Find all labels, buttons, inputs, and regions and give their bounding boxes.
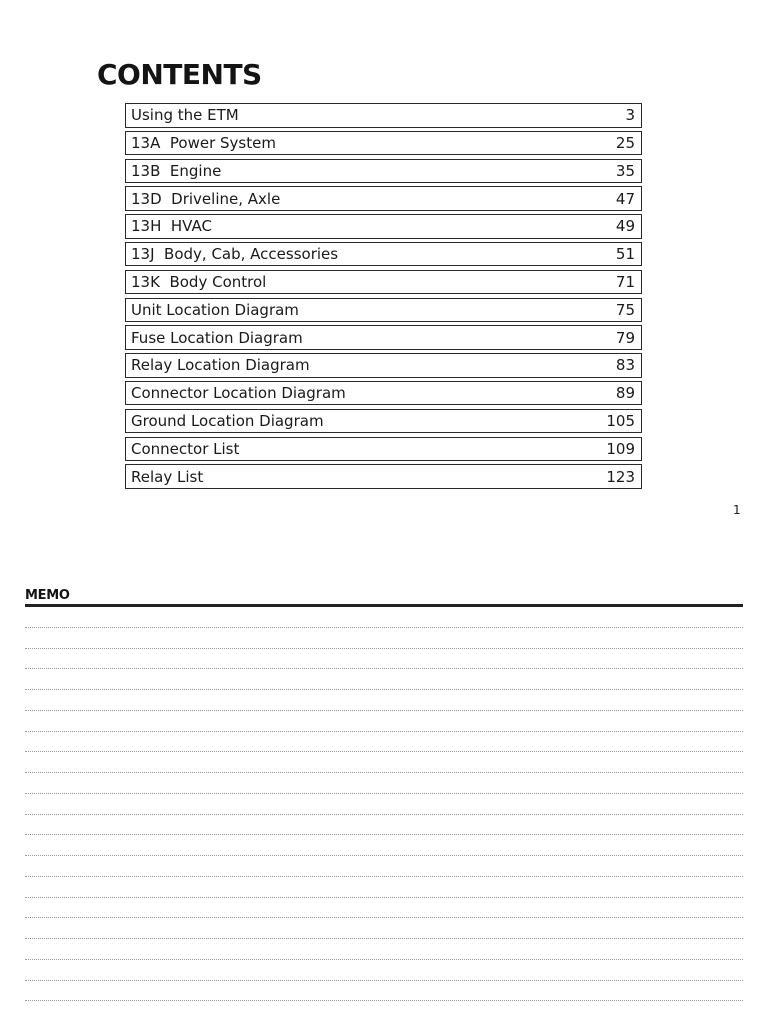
toc-entry-label: 13D Driveline, Axle: [131, 189, 281, 208]
toc-entry-page: 89: [615, 384, 635, 403]
toc-entry-label: 13H HVAC: [131, 217, 212, 236]
toc-entry-label: Connector List: [131, 439, 240, 458]
page-title: CONTENTS: [97, 58, 262, 91]
memo-line: [25, 711, 743, 732]
memo-line: [25, 960, 743, 981]
memo-line: [25, 732, 743, 753]
toc-entry-page: 109: [606, 439, 635, 458]
toc-row[interactable]: [125, 159, 642, 184]
toc-entry-page: 105: [606, 412, 635, 431]
toc-row[interactable]: [125, 381, 642, 406]
memo-line: [25, 607, 743, 628]
toc-entry-label: 13J Body, Cab, Accessories: [131, 245, 339, 264]
toc-row[interactable]: [125, 103, 642, 128]
memo-line: [25, 690, 743, 711]
memo-line: [25, 669, 743, 690]
toc-entry-page: 75: [615, 300, 635, 319]
table-of-contents: [125, 103, 642, 492]
toc-row[interactable]: [125, 186, 642, 211]
toc-entry-label: Connector Location Diagram: [131, 384, 346, 403]
memo-line: [25, 649, 743, 670]
memo-line: [25, 628, 743, 649]
memo-line: [25, 981, 743, 1002]
memo-line: [25, 939, 743, 960]
toc-entry-page: 123: [606, 467, 635, 486]
memo-line: [25, 815, 743, 836]
memo-line: [25, 835, 743, 856]
memo-line: [25, 794, 743, 815]
toc-entry-label: Fuse Location Diagram: [131, 328, 303, 347]
toc-entry-page: 25: [615, 134, 635, 153]
memo-line: [25, 856, 743, 877]
toc-row[interactable]: [125, 131, 642, 156]
toc-entry-page: 49: [615, 217, 635, 236]
toc-row[interactable]: [125, 353, 642, 378]
memo-line: [25, 877, 743, 898]
toc-entry-page: 51: [615, 245, 635, 264]
toc-entry-label: Relay List: [131, 467, 204, 486]
toc-row[interactable]: [125, 214, 642, 239]
memo-lines: [25, 607, 743, 1001]
memo-line: [25, 752, 743, 773]
toc-entry-label: Relay Location Diagram: [131, 356, 310, 375]
toc-entry-page: 47: [615, 189, 635, 208]
memo-line: [25, 898, 743, 919]
toc-entry-page: 3: [625, 106, 635, 125]
memo-heading: MEMO: [25, 588, 70, 603]
toc-entry-label: Using the ETM: [131, 106, 239, 125]
toc-row[interactable]: [125, 270, 642, 295]
toc-entry-page: 35: [615, 161, 635, 180]
toc-entry-label: Ground Location Diagram: [131, 412, 324, 431]
toc-row[interactable]: [125, 325, 642, 350]
toc-row[interactable]: [125, 242, 642, 267]
toc-entry-label: Unit Location Diagram: [131, 300, 299, 319]
memo-line: [25, 773, 743, 794]
toc-row[interactable]: [125, 298, 642, 323]
toc-row[interactable]: [125, 464, 642, 489]
memo-line: [25, 918, 743, 939]
toc-entry-label: 13A Power System: [131, 134, 276, 153]
toc-row[interactable]: [125, 437, 642, 462]
page-number: 1: [733, 503, 741, 517]
toc-entry-page: 83: [615, 356, 635, 375]
toc-entry-label: 13B Engine: [131, 161, 222, 180]
toc-entry-label: 13K Body Control: [131, 273, 267, 292]
toc-row[interactable]: [125, 409, 642, 434]
toc-entry-page: 71: [615, 273, 635, 292]
toc-entry-page: 79: [615, 328, 635, 347]
